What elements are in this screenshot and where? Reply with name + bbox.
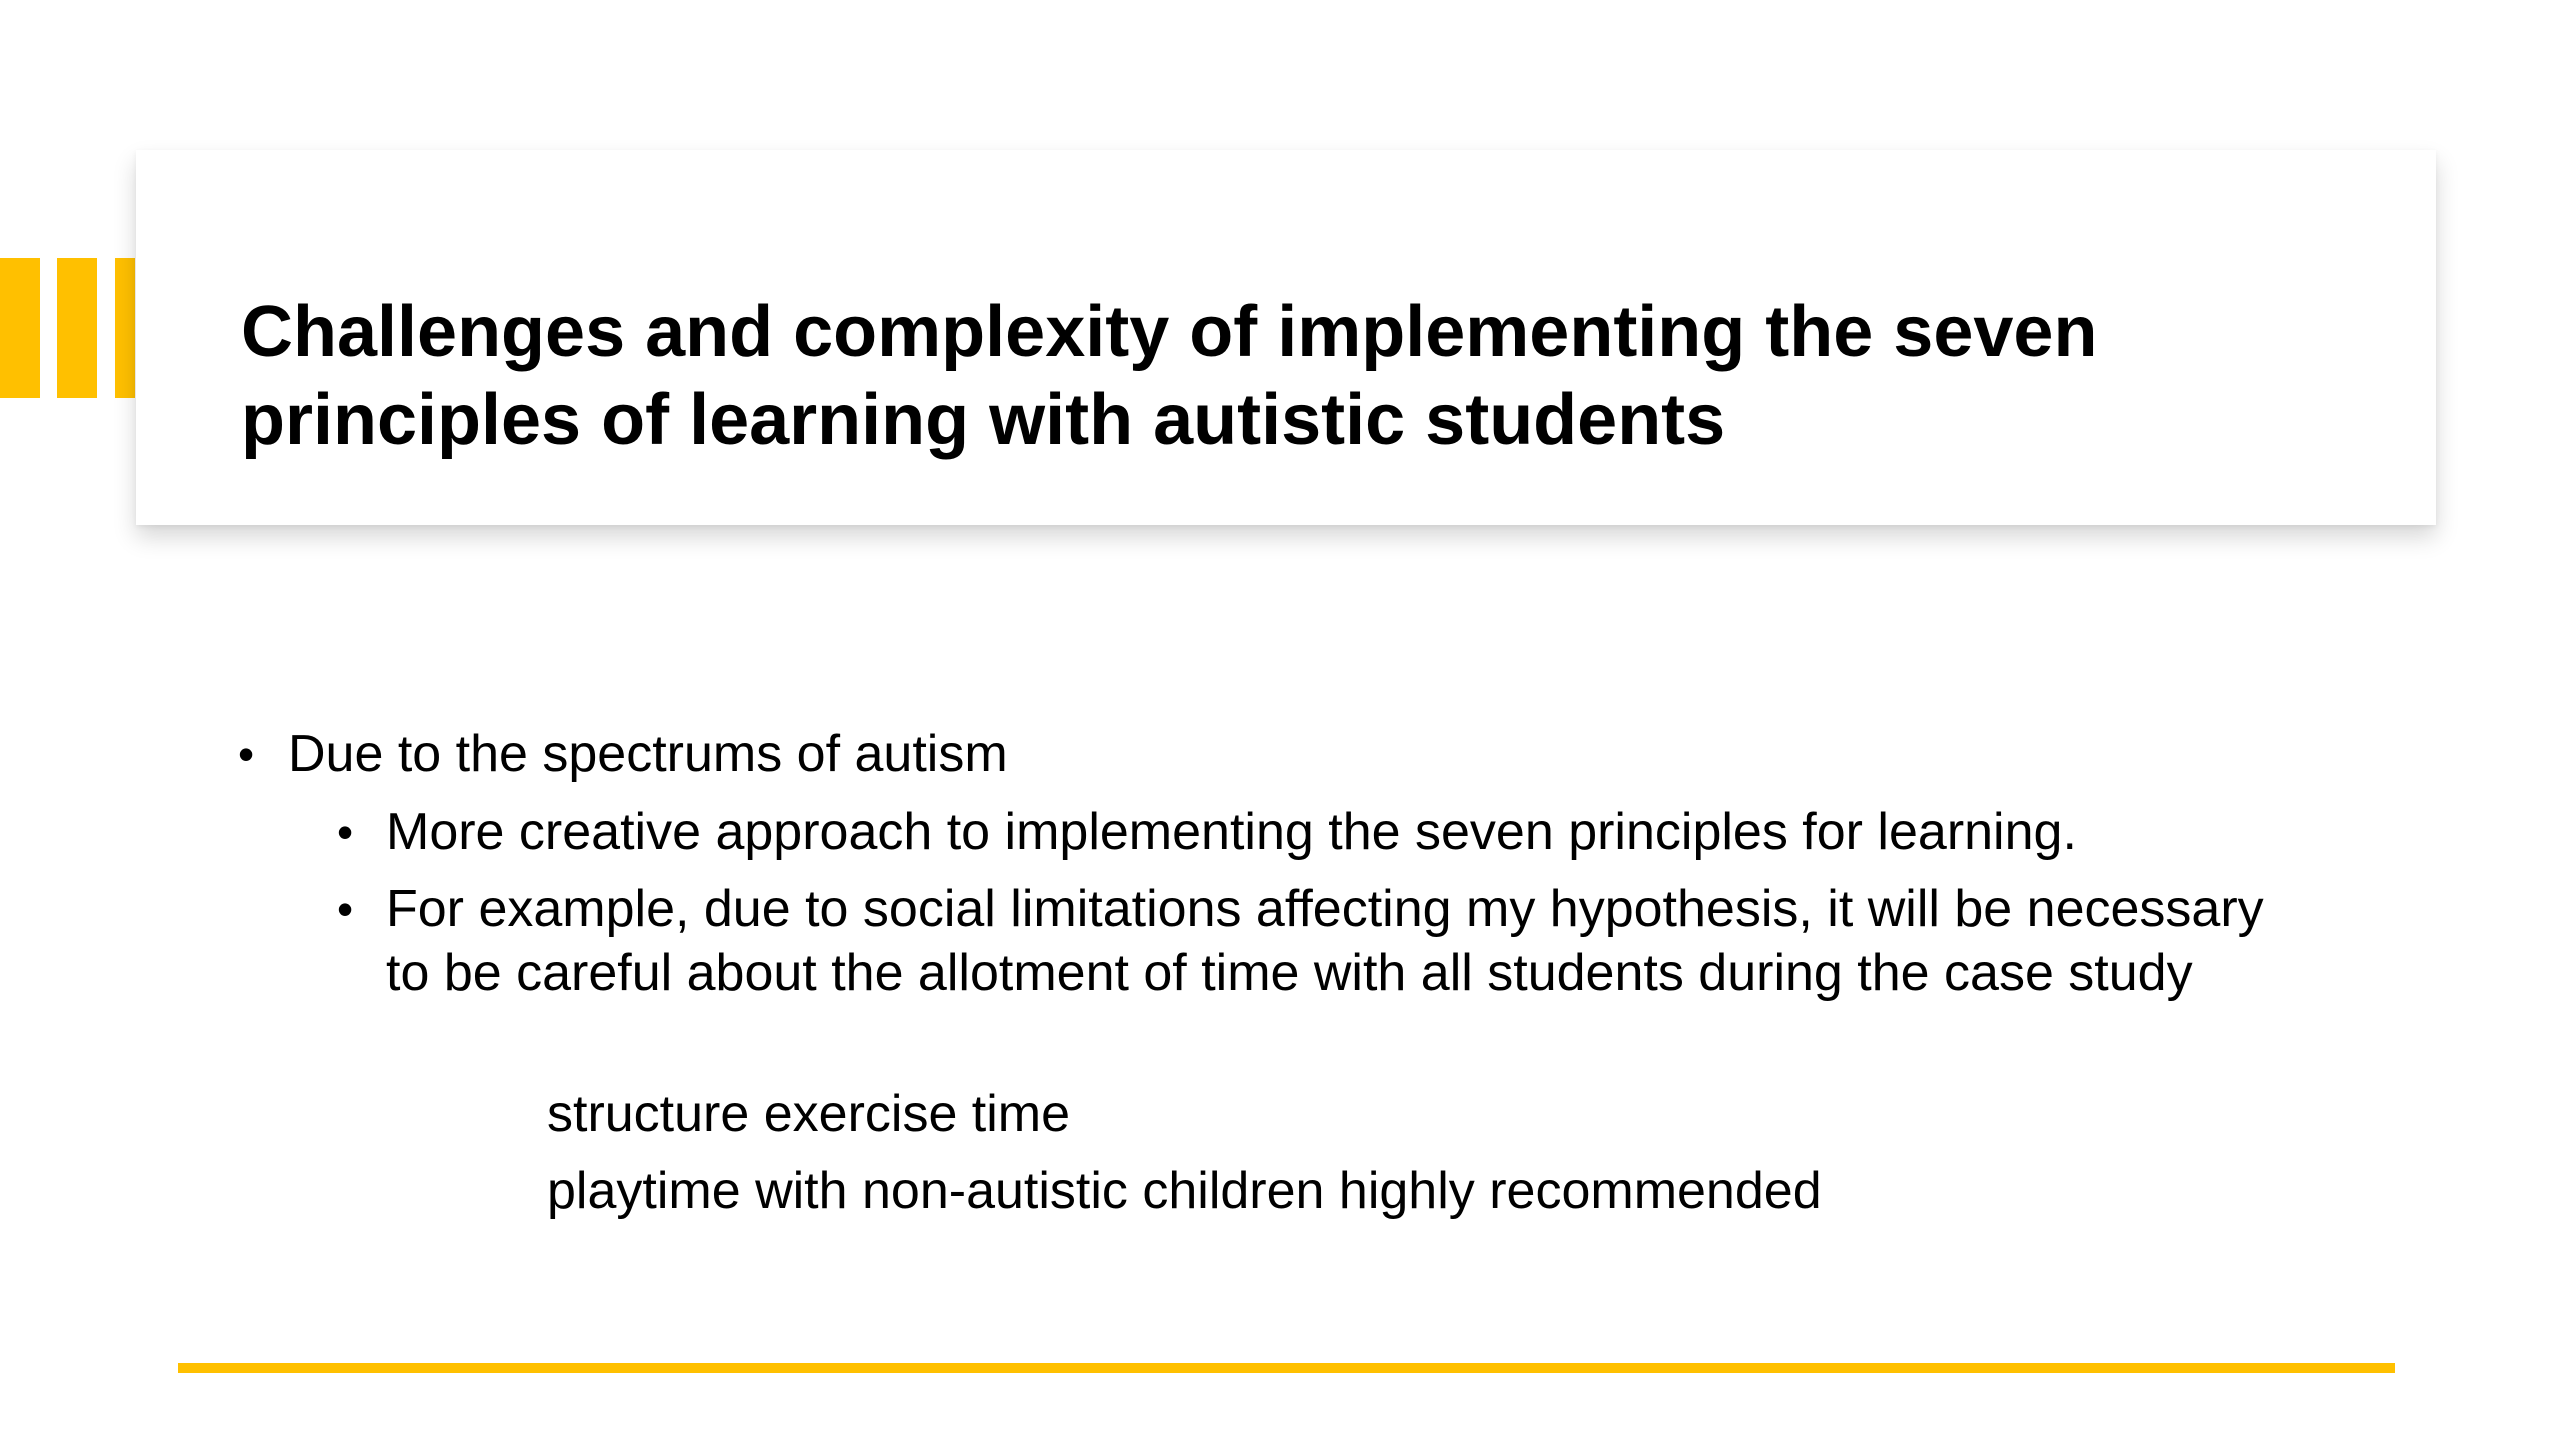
- bullet-item: structure exercise time: [547, 1085, 1071, 1143]
- bullet-item: playtime with non-autistic children highly recommended: [547, 1162, 1822, 1220]
- footer-accent-line: [178, 1363, 2395, 1373]
- bullet-glyph: •: [337, 806, 354, 858]
- slide-title: Challenges and complexity of implementing the seven principles of learning with autistic students: [241, 292, 2098, 460]
- bullet-item: Due to the spectrums of autism: [288, 725, 1008, 783]
- bullet-glyph: •: [238, 728, 255, 780]
- bullet-glyph: •: [337, 883, 354, 935]
- bullet-item: More creative approach to implementing the seven principles for learning.: [386, 803, 2077, 861]
- bullet-item: For example, due to social limitations affecting my hypothesis, it will be necessary to be careful about the allotment of time with all students during the case study: [386, 880, 2264, 1002]
